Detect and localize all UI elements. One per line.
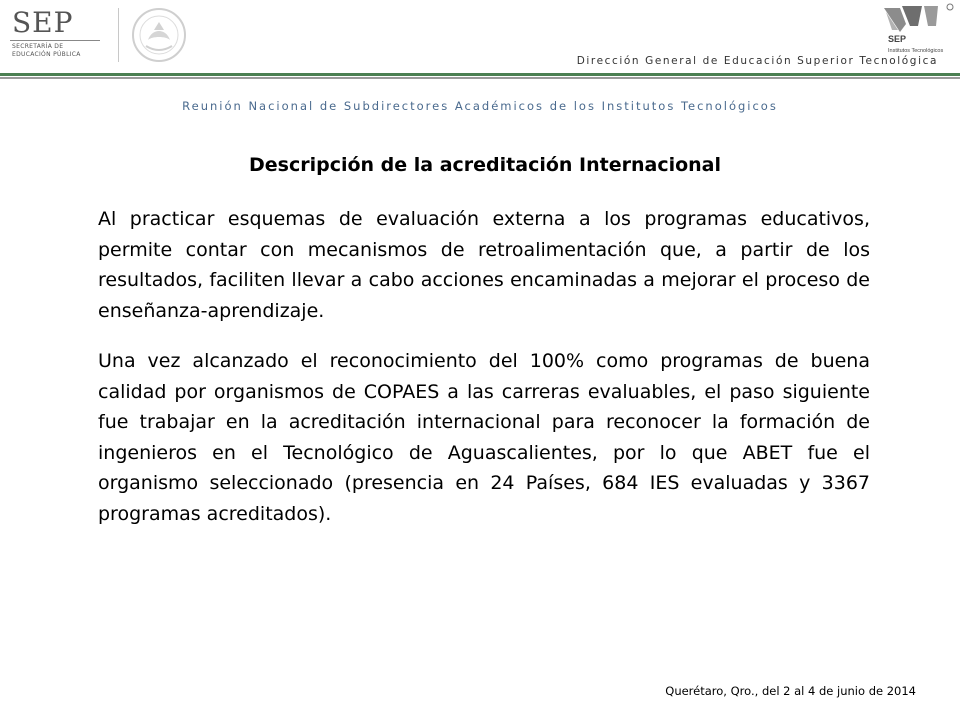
- directorate-label: Dirección General de Educación Superior Tecnológica: [576, 55, 938, 67]
- header-rule-gray: [0, 77, 960, 79]
- header-rule-green: [0, 73, 960, 76]
- paragraph-2: Una vez alcanzado el reconocimiento del 100% como programas de buena calidad por organismos de COPAES a las carreras evaluables, el paso siguiente fue trabajar en la acreditación internacional para reconocer la formación de ingenieros en el Tecnológico de Aguascalientes, por lo que ABET fue el organismo seleccionado (presencia en 24 Países, 684 IES evaluadas y 3367 programas acreditados).: [98, 350, 870, 525]
- sep-logo-line1: SECRETARÍA DE: [12, 43, 64, 50]
- sep-logo-wordmark: SEP: [12, 6, 74, 39]
- tecnologicos-logo-sep: SEP: [888, 34, 907, 44]
- footer-location-date: Querétaro, Qro., del 2 al 4 de junio de 2014: [665, 684, 916, 698]
- meeting-title: Reunión Nacional de Subdirectores Académicos de los Institutos Tecnológicos: [182, 99, 778, 113]
- header-divider: [118, 8, 119, 62]
- sep-logo: [6, 6, 104, 58]
- sep-logo-line2: EDUCACIÓN PÚBLICA: [12, 51, 81, 58]
- tecnologicos-logo: [878, 2, 956, 58]
- paragraph-1: Al practicar esquemas de evaluación externa a los programas educativos, permite contar con mecanismos de retroalimentación que, a partir de los resultados, faciliten llevar a cabo acciones encaminadas a mejorar el proceso de enseñanza-aprendizaje.: [98, 208, 870, 322]
- slide-title: Descripción de la acreditación Internacional: [248, 154, 722, 176]
- national-seal-icon: [128, 6, 190, 64]
- sep-logo-rule: [10, 40, 100, 41]
- tecnologicos-emblem-icon: [878, 2, 956, 58]
- tecnologicos-logo-caption: Institutos Tecnológicos: [888, 48, 944, 54]
